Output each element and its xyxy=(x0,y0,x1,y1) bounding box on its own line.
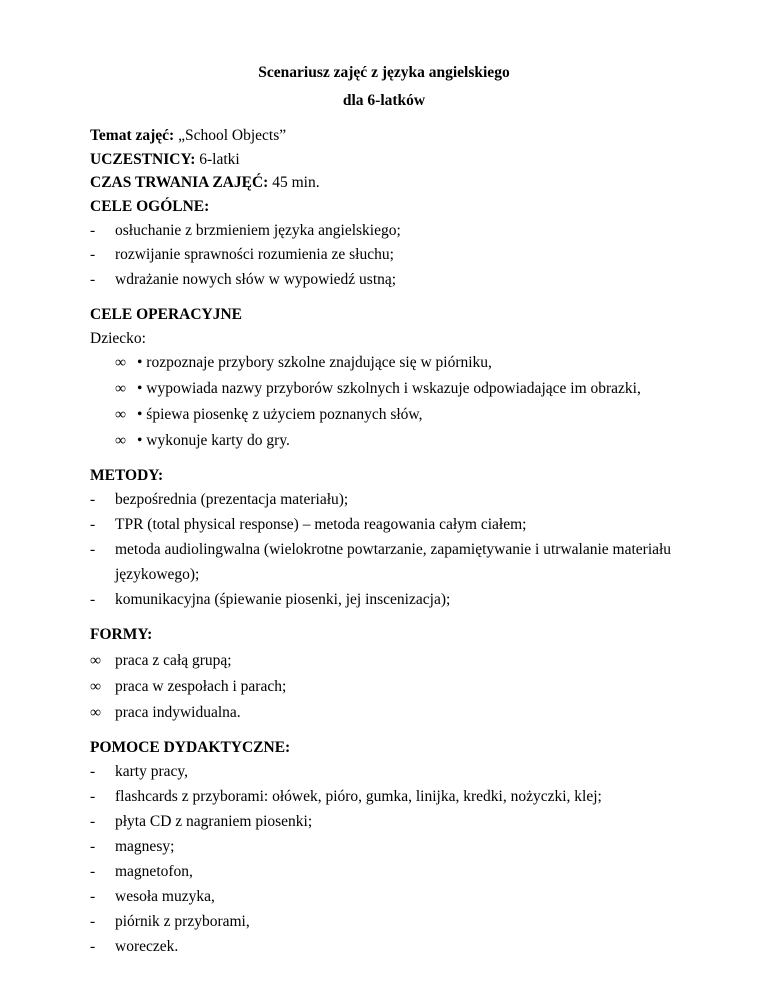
list-item: płyta CD z nagraniem piosenki; xyxy=(115,813,313,830)
general-goals-heading: CELE OGÓLNE: xyxy=(90,198,210,215)
list-item: • wykonuje karty do gry. xyxy=(137,432,290,449)
list-item: TPR (total physical response) – metoda reagowania całym ciałem; xyxy=(115,516,527,533)
topic-value: „School Objects” xyxy=(178,127,287,144)
list-marker: - xyxy=(90,541,96,558)
list-marker: - xyxy=(90,813,96,830)
document-title: Scenariusz zajęć z języka angielskiego xyxy=(258,64,510,81)
list-marker: - xyxy=(90,888,96,905)
aids-heading: POMOCE DYDAKTYCZNE: xyxy=(90,739,291,756)
list-item-continuation: językowego); xyxy=(115,566,200,583)
methods-heading: METODY: xyxy=(90,467,164,484)
list-item: rozwijanie sprawności rozumienia ze słuchu; xyxy=(115,246,394,263)
infinity-bullet-icon: ∞ xyxy=(115,406,127,423)
infinity-bullet-icon: ∞ xyxy=(115,380,127,397)
participants-label: UCZESTNICY: xyxy=(90,151,196,168)
list-marker: - xyxy=(90,246,96,263)
list-marker: - xyxy=(90,863,96,880)
participants-line xyxy=(90,151,240,169)
list-marker: - xyxy=(90,491,96,508)
forms-heading: FORMY: xyxy=(90,626,153,643)
list-item: woreczek. xyxy=(115,938,179,955)
list-item: wdrażanie nowych słów w wypowiedź ustną; xyxy=(115,271,397,288)
document-subtitle: dla 6-latków xyxy=(342,92,426,109)
list-item: osłuchanie z brzmieniem języka angielskiego; xyxy=(115,222,401,239)
list-marker: - xyxy=(90,938,96,955)
duration-label: CZAS TRWANIA ZAJĘĆ: xyxy=(90,174,269,191)
list-item: komunikacyjna (śpiewanie piosenki, jej inscenizacja); xyxy=(115,591,451,608)
topic-line xyxy=(90,127,286,145)
list-item: praca w zespołach i parach; xyxy=(115,678,287,695)
topic-label: Temat zajęć: xyxy=(90,127,175,144)
list-item: praca indywidualna. xyxy=(115,704,241,721)
list-item: piórnik z przyborami, xyxy=(115,913,250,930)
infinity-bullet-icon: ∞ xyxy=(90,704,102,721)
list-item: praca z całą grupą; xyxy=(115,652,232,669)
list-item: magnesy; xyxy=(115,838,175,855)
infinity-bullet-icon: ∞ xyxy=(90,678,102,695)
operational-goals-intro: Dziecko: xyxy=(90,330,146,347)
list-item: karty pracy, xyxy=(115,763,189,780)
list-item: magnetofon, xyxy=(115,863,193,880)
list-marker: - xyxy=(90,222,96,239)
participants-value: 6-latki xyxy=(199,151,240,168)
list-marker: - xyxy=(90,788,96,805)
list-item: wesoła muzyka, xyxy=(115,888,215,905)
list-item: flashcards z przyborami: ołówek, pióro, gumka, linijka, kredki, nożyczki, klej; xyxy=(115,788,602,805)
list-item: • rozpoznaje przybory szkolne znajdujące się w piórniku, xyxy=(137,354,492,371)
list-item: • śpiewa piosenkę z użyciem poznanych słów, xyxy=(137,406,423,423)
list-marker: - xyxy=(90,591,96,608)
list-item: metoda audiolingwalna (wielokrotne powtarzanie, zapamiętywanie i utrwalanie materiału xyxy=(115,541,672,558)
list-marker: - xyxy=(90,516,96,533)
infinity-bullet-icon: ∞ xyxy=(115,432,127,449)
infinity-bullet-icon: ∞ xyxy=(90,652,102,669)
list-marker: - xyxy=(90,763,96,780)
list-marker: - xyxy=(90,271,96,288)
list-item: bezpośrednia (prezentacja materiału); xyxy=(115,491,349,508)
infinity-bullet-icon: ∞ xyxy=(115,354,127,371)
duration-line xyxy=(90,174,320,192)
list-marker: - xyxy=(90,838,96,855)
list-item: • wypowiada nazwy przyborów szkolnych i wskazuje odpowiadające im obrazki, xyxy=(137,380,641,397)
duration-value: 45 min. xyxy=(272,174,320,191)
operational-goals-heading: CELE OPERACYJNE xyxy=(90,306,243,323)
list-marker: - xyxy=(90,913,96,930)
